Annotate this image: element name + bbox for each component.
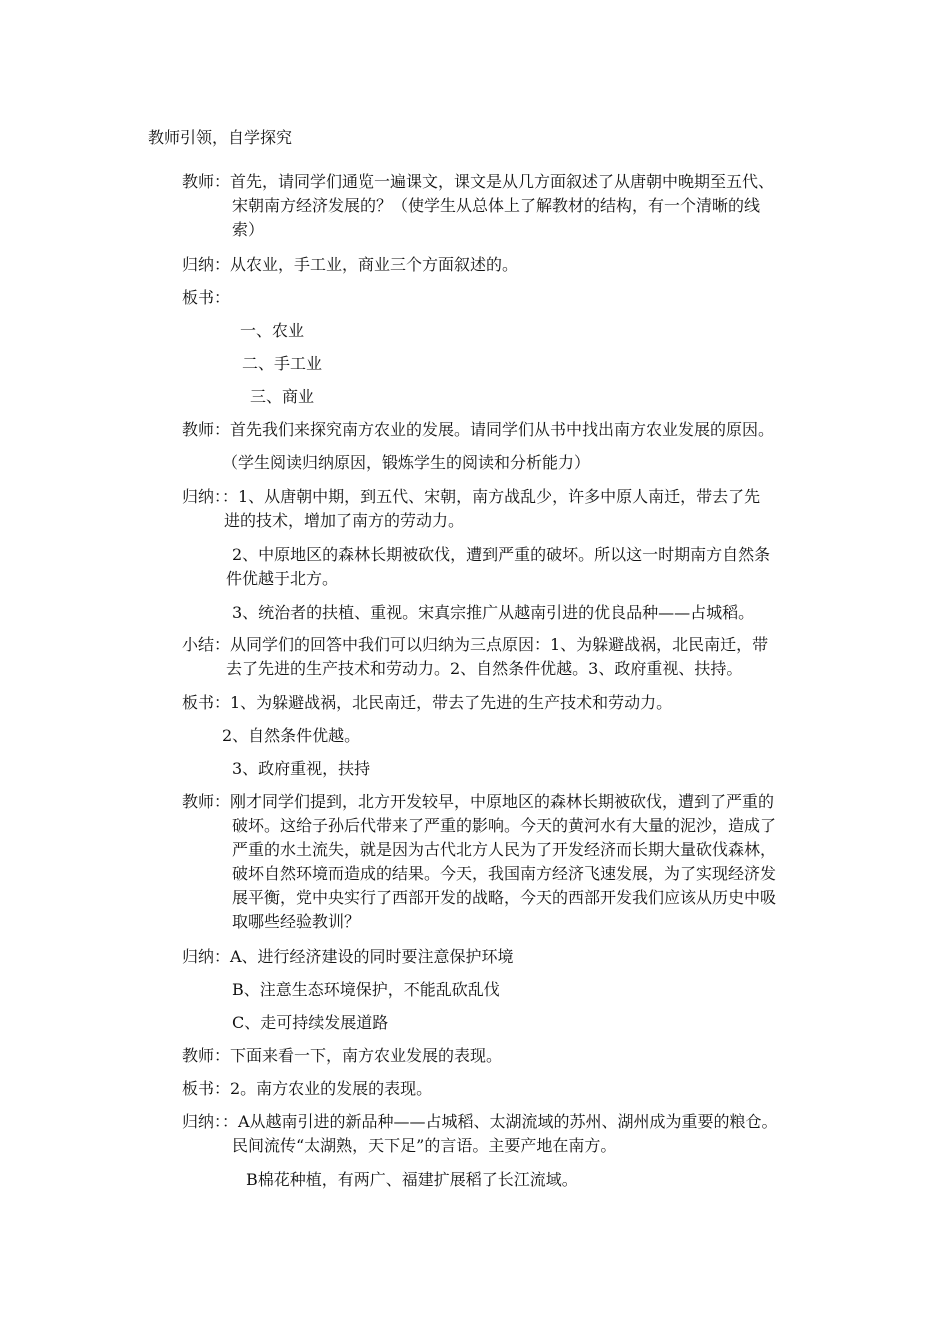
text-line: 归纳：A、进行经济建设的同时要注意保护环境 xyxy=(182,947,514,966)
text-line: 教师：刚才同学们提到，北方开发较早，中原地区的森林长期被砍伐，遭到了严重的 xyxy=(182,792,775,811)
text-line: 板书：1、为躲避战祸，北民南迁，带去了先进的生产技术和劳动力。 xyxy=(182,693,673,712)
text-line: B、注意生态环境保护，不能乱砍乱伐 xyxy=(232,980,500,999)
text-line: B棉花种植，有两广、福建扩展稻了长江流域。 xyxy=(246,1170,578,1189)
text-line: 进的技术，增加了南方的劳动力。 xyxy=(224,511,465,530)
text-line: 归纳：：A从越南引进的新品种——占城稻、太湖流域的苏州、湖州成为重要的粮仓。 xyxy=(182,1112,778,1131)
text-line: 取哪些经验教训？ xyxy=(232,912,361,931)
text-line: 二、手工业 xyxy=(242,354,323,373)
text-line: （学生阅读归纳原因，锻炼学生的阅读和分析能力） xyxy=(222,453,591,472)
text-line: 归纳：从农业，手工业，商业三个方面叙述的。 xyxy=(182,255,519,274)
text-line: 破坏自然环境而造成的结果。今天，我国南方经济飞速发展，为了实现经济发 xyxy=(232,864,777,883)
text-line: 2、自然条件优越。 xyxy=(222,726,361,745)
text-line: 严重的水土流失，就是因为古代北方人民为了开发经济而长期大量砍伐森林， xyxy=(232,840,777,859)
text-line: 板书：2。南方农业的发展的表现。 xyxy=(182,1079,433,1098)
text-line: 一、农业 xyxy=(240,321,305,340)
text-line: 索） xyxy=(232,220,265,239)
text-line: 3、统治者的扶植、重视。宋真宗推广从越南引进的优良品种——占城稻。 xyxy=(232,603,755,622)
section-title: 教师引领，自学探究 xyxy=(148,128,293,147)
text-line: 展平衡，党中央实行了西部开发的战略，今天的西部开发我们应该从历史中吸 xyxy=(232,888,777,907)
text-line: 2、中原地区的森林长期被砍伐，遭到严重的破坏。所以这一时期南方自然条 xyxy=(232,545,771,564)
text-line: 破坏。这给子孙后代带来了严重的影响。今天的黄河水有大量的泥沙，造成了 xyxy=(232,816,777,835)
text-line: C、走可持续发展道路 xyxy=(232,1013,389,1032)
text-line: 3、政府重视，扶持 xyxy=(232,759,371,778)
text-line: 归纳：：1、从唐朝中期，到五代、宋朝，南方战乱少，许多中原人南迁，带去了先 xyxy=(182,487,761,506)
text-line: 小结：从同学们的回答中我们可以归纳为三点原因：1、为躲避战祸，北民南迁，带 xyxy=(182,635,769,654)
text-line: 民间流传“太湖熟，天下足”的言语。主要产地在南方。 xyxy=(232,1136,617,1155)
text-line: 三、商业 xyxy=(250,387,315,406)
text-line: 板书： xyxy=(182,288,231,307)
text-line: 件优越于北方。 xyxy=(226,569,339,588)
text-line: 教师：首先，请同学们通览一遍课文，课文是从几方面叙述了从唐朝中晚期至五代、 xyxy=(182,172,775,191)
text-line: 教师：首先我们来探究南方农业的发展。请同学们从书中找出南方农业发展的原因。 xyxy=(182,420,775,439)
text-line: 去了先进的生产技术和劳动力。2、自然条件优越。3、政府重视、扶持。 xyxy=(226,659,743,678)
text-line: 宋朝南方经济发展的？（使学生从总体上了解教材的结构，有一个清晰的线 xyxy=(232,196,761,215)
text-line: 教师：下面来看一下，南方农业发展的表现。 xyxy=(182,1046,503,1065)
